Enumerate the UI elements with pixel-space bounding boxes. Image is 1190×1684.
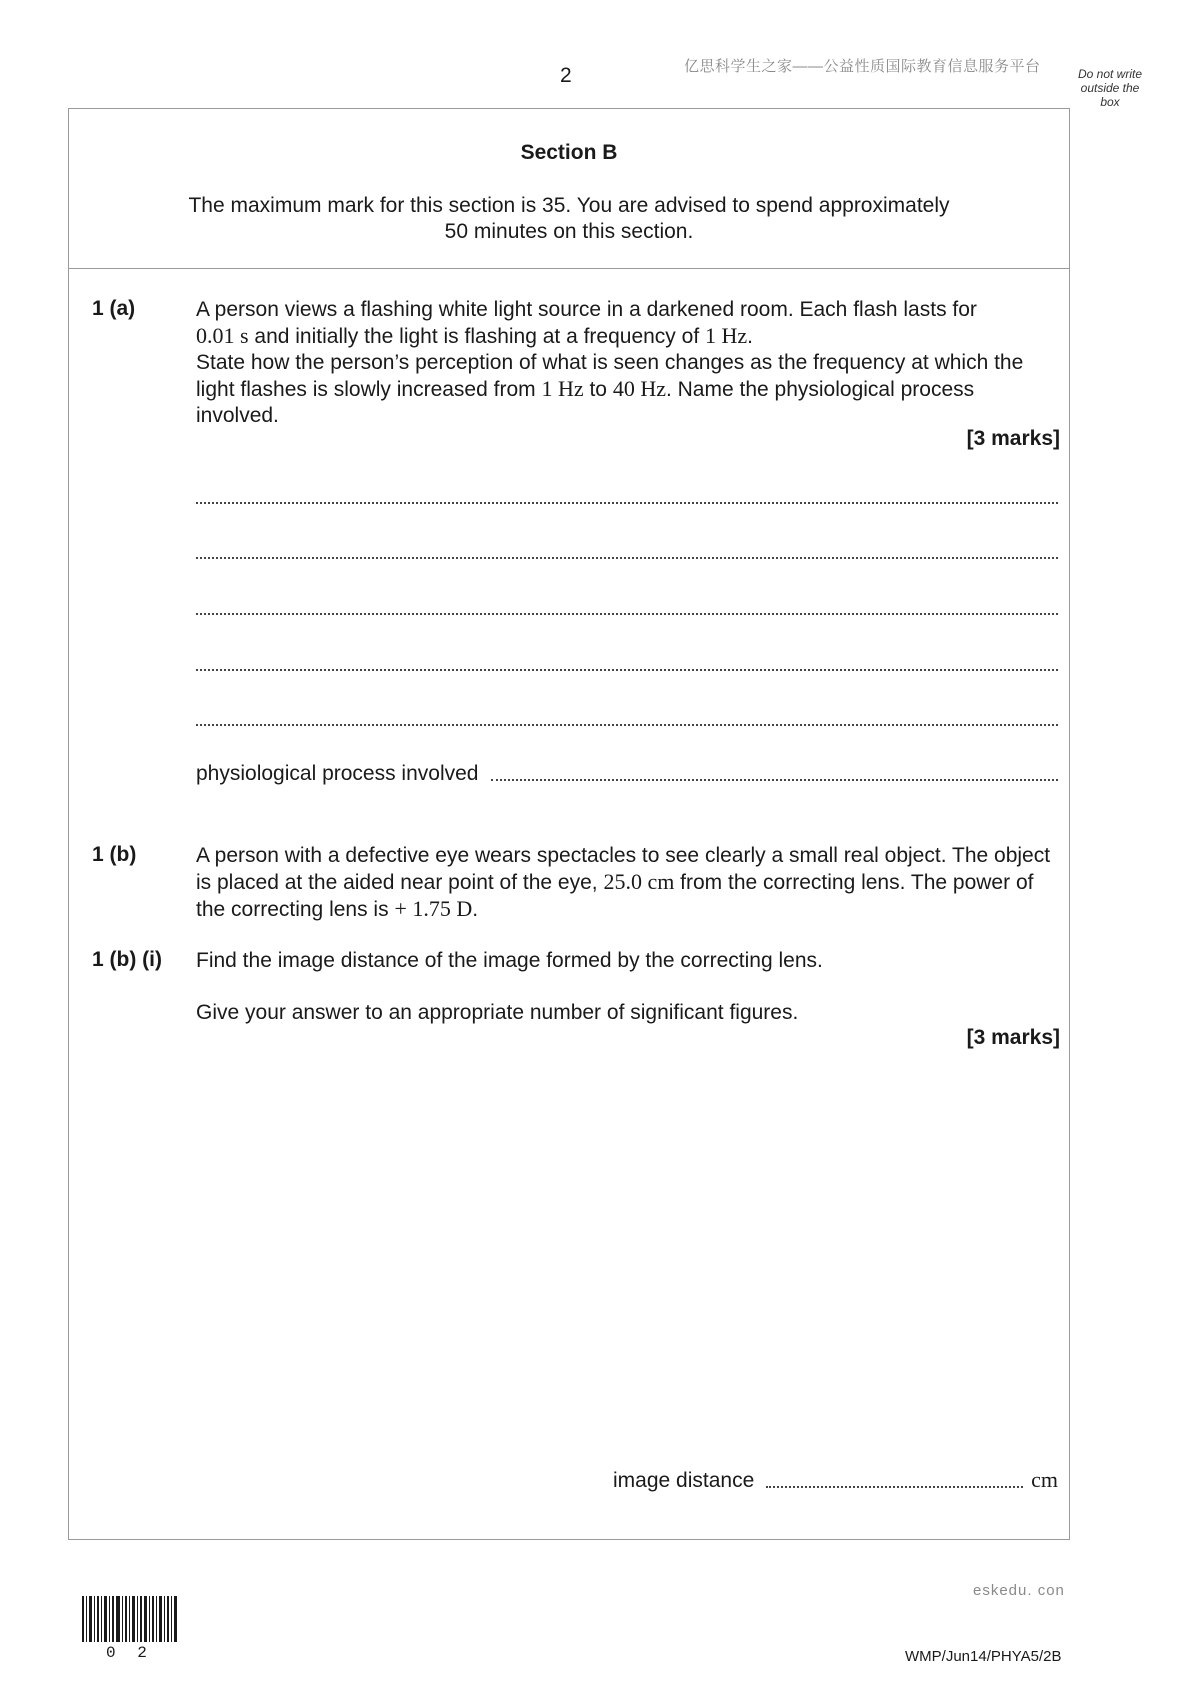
question-1bi-marks: [3 marks]	[966, 1026, 1060, 1049]
frequency-to: 40 Hz	[612, 376, 666, 401]
question-1a-text	[196, 297, 1060, 429]
answer-line[interactable]	[196, 557, 1058, 559]
question-1a-marks: [3 marks]	[966, 427, 1060, 450]
lens-power: + 1.75 D	[394, 896, 473, 921]
physiological-process-field[interactable]	[491, 779, 1059, 781]
paper-reference-code: WMP/Jun14/PHYA5/2B	[905, 1648, 1062, 1665]
section-intro-line2: 50 minutes on this section.	[444, 220, 694, 243]
question-1bi-number: 1 (b) (i)	[92, 948, 162, 971]
image-distance-answer	[613, 1467, 1058, 1493]
page-number: 2	[560, 64, 572, 87]
answer-line[interactable]	[196, 502, 1058, 504]
question-1a-sentence2: State how the person’s perception of what is seen changes as the frequency at which the light flashes is slowly increased from 1 Hz to 40 Hz. Name the physiological process involved.	[196, 351, 1024, 427]
question-1bi-line2: Give your answer to an appropriate number of significant figures.	[196, 1001, 799, 1024]
question-1b-text: A person with a defective eye wears spectacles to see clearly a small real object. The object is placed at the aided near point of the eye, 25.0 cm from the correcting lens. The power of the correcting lens is + 1.75 D.	[196, 844, 1051, 921]
section-title: Section B	[520, 141, 618, 164]
question-1bi-line1: Find the image distance of the image formed by the correcting lens.	[196, 949, 823, 972]
question-1b-number: 1 (b)	[92, 843, 137, 866]
physiological-process-answer	[196, 762, 1058, 786]
answer-line[interactable]	[196, 669, 1058, 671]
frequency-from: 1 Hz	[541, 376, 584, 401]
flash-duration: 0.01 s	[196, 323, 249, 348]
image-distance-label: image distance	[613, 1469, 755, 1492]
object-distance: 25.0 cm	[603, 869, 675, 894]
initial-frequency: 1 Hz	[705, 323, 748, 348]
margin-note: Do not write outside the box	[1077, 67, 1143, 109]
answer-line[interactable]	[196, 724, 1058, 726]
image-distance-field[interactable]	[766, 1486, 1023, 1488]
question-1a-sentence1: A person views a flashing white light source in a darkened room. Each flash lasts for 0.01 s and initially the light is flashing at a frequency of 1 Hz.	[196, 298, 977, 348]
section-intro-line1: The maximum mark for this section is 35. You are advised to spend approximately	[188, 194, 950, 217]
physiological-process-label: physiological process involved	[196, 762, 479, 785]
watermark-bottom: eskedu. con	[973, 1582, 1065, 1599]
image-distance-unit: cm	[1031, 1467, 1058, 1492]
section-divider	[68, 268, 1070, 269]
barcode-icon	[82, 1596, 178, 1642]
answer-line[interactable]	[196, 613, 1058, 615]
question-1a-number: 1 (a)	[92, 297, 136, 320]
section-intro	[68, 193, 1070, 245]
watermark-top: 亿思科学生之家——公益性质国际教育信息服务平台	[684, 58, 1041, 75]
barcode-text: 0 2	[106, 1644, 153, 1662]
